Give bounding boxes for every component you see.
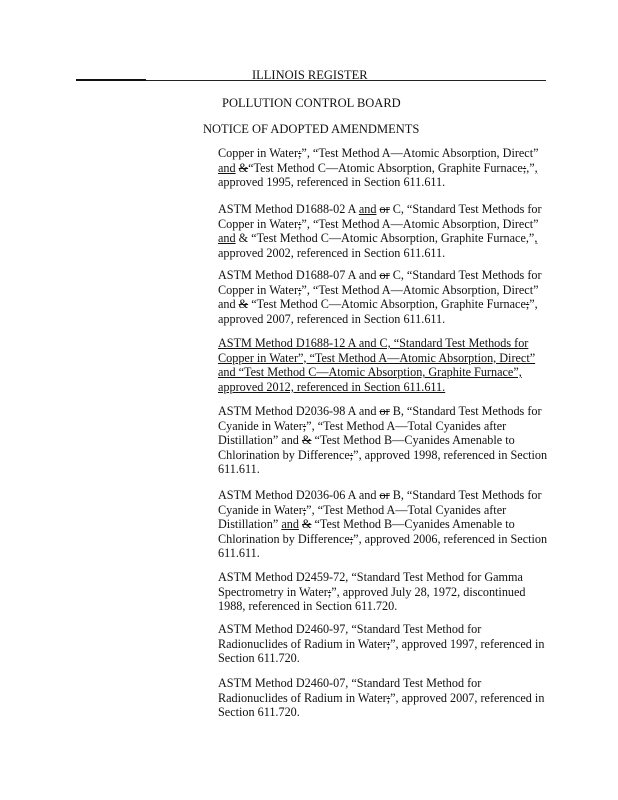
citation-entry (218, 488, 548, 561)
register-title: ILLINOIS REGISTER (252, 68, 368, 82)
citation-entry (218, 404, 548, 477)
deleted-text: ; (349, 531, 354, 546)
deleted-text: ; (522, 160, 527, 175)
deleted-text: & (301, 517, 312, 532)
citation-entry (218, 146, 548, 190)
deleted-text: or (379, 404, 390, 418)
deleted-text: ; (525, 297, 530, 312)
citation-entry (218, 570, 548, 614)
deleted-text: ; (298, 282, 302, 297)
inserted-text: , (395, 636, 399, 651)
text-run: ”, approved 2007, referenced in Section 611.720. (218, 690, 545, 720)
deleted-text: & (238, 297, 249, 312)
citation-entry (218, 202, 548, 260)
citation-entry (218, 268, 548, 326)
text-run: approved July 28, 1972, discontinued 1988, referenced in Section 611.720. (218, 584, 526, 614)
inserted-text: , (358, 447, 362, 462)
text-run: ” (353, 531, 359, 546)
citation-entry (218, 676, 548, 720)
text-run: C, “Standard Test Methods for Copper in Water (218, 268, 542, 297)
inserted-text: and (358, 202, 377, 216)
text-run: “Test Method B—Cyanides Amenable to Chlorination by Difference (218, 517, 515, 546)
deleted-text: & (238, 160, 249, 175)
deleted-text: ; (349, 447, 354, 462)
text-run: ASTM Method D2460-97, “Standard Test Method for Radionuclides of Radium in Water (218, 622, 482, 651)
deleted-text: ; (302, 418, 307, 433)
text-run: “Test Method A—Atomic Absorption, Direct” (309, 216, 539, 231)
text-run: “Test Method B—Cyanides Amenable to Chlorination by Difference (218, 433, 515, 462)
text-run: ASTM Method D1688-02 A (218, 202, 359, 216)
inserted-text: and (218, 231, 236, 246)
deleted-text: ; (386, 690, 391, 705)
inserted-text: , (358, 531, 362, 546)
text-run: ” (390, 636, 396, 651)
text-run: Copper in Water (218, 146, 299, 160)
inserted-text: , (306, 216, 310, 231)
board-title: POLLUTION CONTROL BOARD (222, 96, 401, 110)
inserted-text: , (534, 231, 538, 246)
text-run: C, “Standard Test Methods for Copper in Water (218, 202, 542, 231)
inserted-text: and (218, 160, 236, 175)
deleted-text: ; (298, 146, 302, 160)
text-run: approved 1995, referenced in Section 611.611. (218, 175, 446, 190)
text-run: approved 2002, referenced in Section 611.611. (218, 245, 446, 260)
text-run: ” (331, 584, 337, 599)
text-run: approved 2006, referenced in Section 611.611. (218, 531, 548, 561)
text-run: “Test Method C—Atomic Absorption, Graphite Furnace (248, 160, 523, 175)
inserted-text: ASTM Method D1688-12 A and C, “Standard Test Methods for Copper in Water”, “Test Method A—Atomic Absorption, Direct” and “Test Method C—Atomic Absorption, Graphite Furnace”, approved 2012, referenced in Section 611.611. (218, 336, 536, 394)
text-run: ASTM Method D2459-72, “Standard Test Method for Gamma Spectrometry in Water (218, 570, 523, 599)
text-run: ASTM Method D2460-07, “Standard Test Method for Radionuclides of Radium in Water (218, 676, 482, 705)
deleted-text: ; (298, 216, 302, 231)
text-run: ”, “Test Method A—Atomic Absorption, Direct” (301, 146, 539, 160)
text-run: ”, approved 2007, referenced in Section 611.611. (218, 297, 538, 326)
text-run: B, “Standard Test Methods for Cyanide in Water (218, 488, 542, 517)
deleted-text: or (379, 268, 390, 282)
deleted-text: ; (327, 584, 332, 599)
deleted-text: & (301, 433, 312, 448)
deleted-text: or (379, 202, 390, 216)
text-run: B, “Standard Test Methods for Cyanide in Water (218, 404, 542, 433)
text-run: ” (353, 447, 359, 462)
notice-title: NOTICE OF ADOPTED AMENDMENTS (203, 122, 420, 136)
text-run: ”, “Test Method A—Atomic Absorption, Direct” and (218, 282, 539, 312)
inserted-text: and (281, 517, 299, 532)
text-run: ” (301, 216, 307, 231)
text-run: approved 1997, referenced in Section 611.720. (218, 636, 545, 666)
deleted-text: or (379, 488, 390, 502)
inserted-text: , (336, 584, 340, 599)
text-run: & “Test Method C—Atomic Absorption, Graphite Furnace,” (235, 231, 535, 246)
deleted-text: ; (386, 636, 391, 651)
text-run: ASTM Method D2036-06 A and (218, 488, 380, 502)
text-run: approved 1998, referenced in Section 611.611. (218, 447, 548, 477)
deleted-text: ; (302, 502, 307, 517)
text-run: ASTM Method D1688-07 A and (218, 268, 380, 282)
citation-entry (218, 622, 548, 666)
text-run: ”, “Test Method A—Total Cyanides after Distillation” (218, 502, 507, 532)
citation-entry-new (218, 336, 548, 394)
text-run: “Test Method C—Atomic Absorption, Graphite Furnace (248, 297, 526, 312)
inserted-text: , (534, 160, 538, 175)
text-run: ”, “Test Method A—Total Cyanides after Distillation” and (218, 418, 507, 448)
text-run: ASTM Method D2036-98 A and (218, 404, 380, 418)
text-run: ,” (526, 160, 535, 175)
